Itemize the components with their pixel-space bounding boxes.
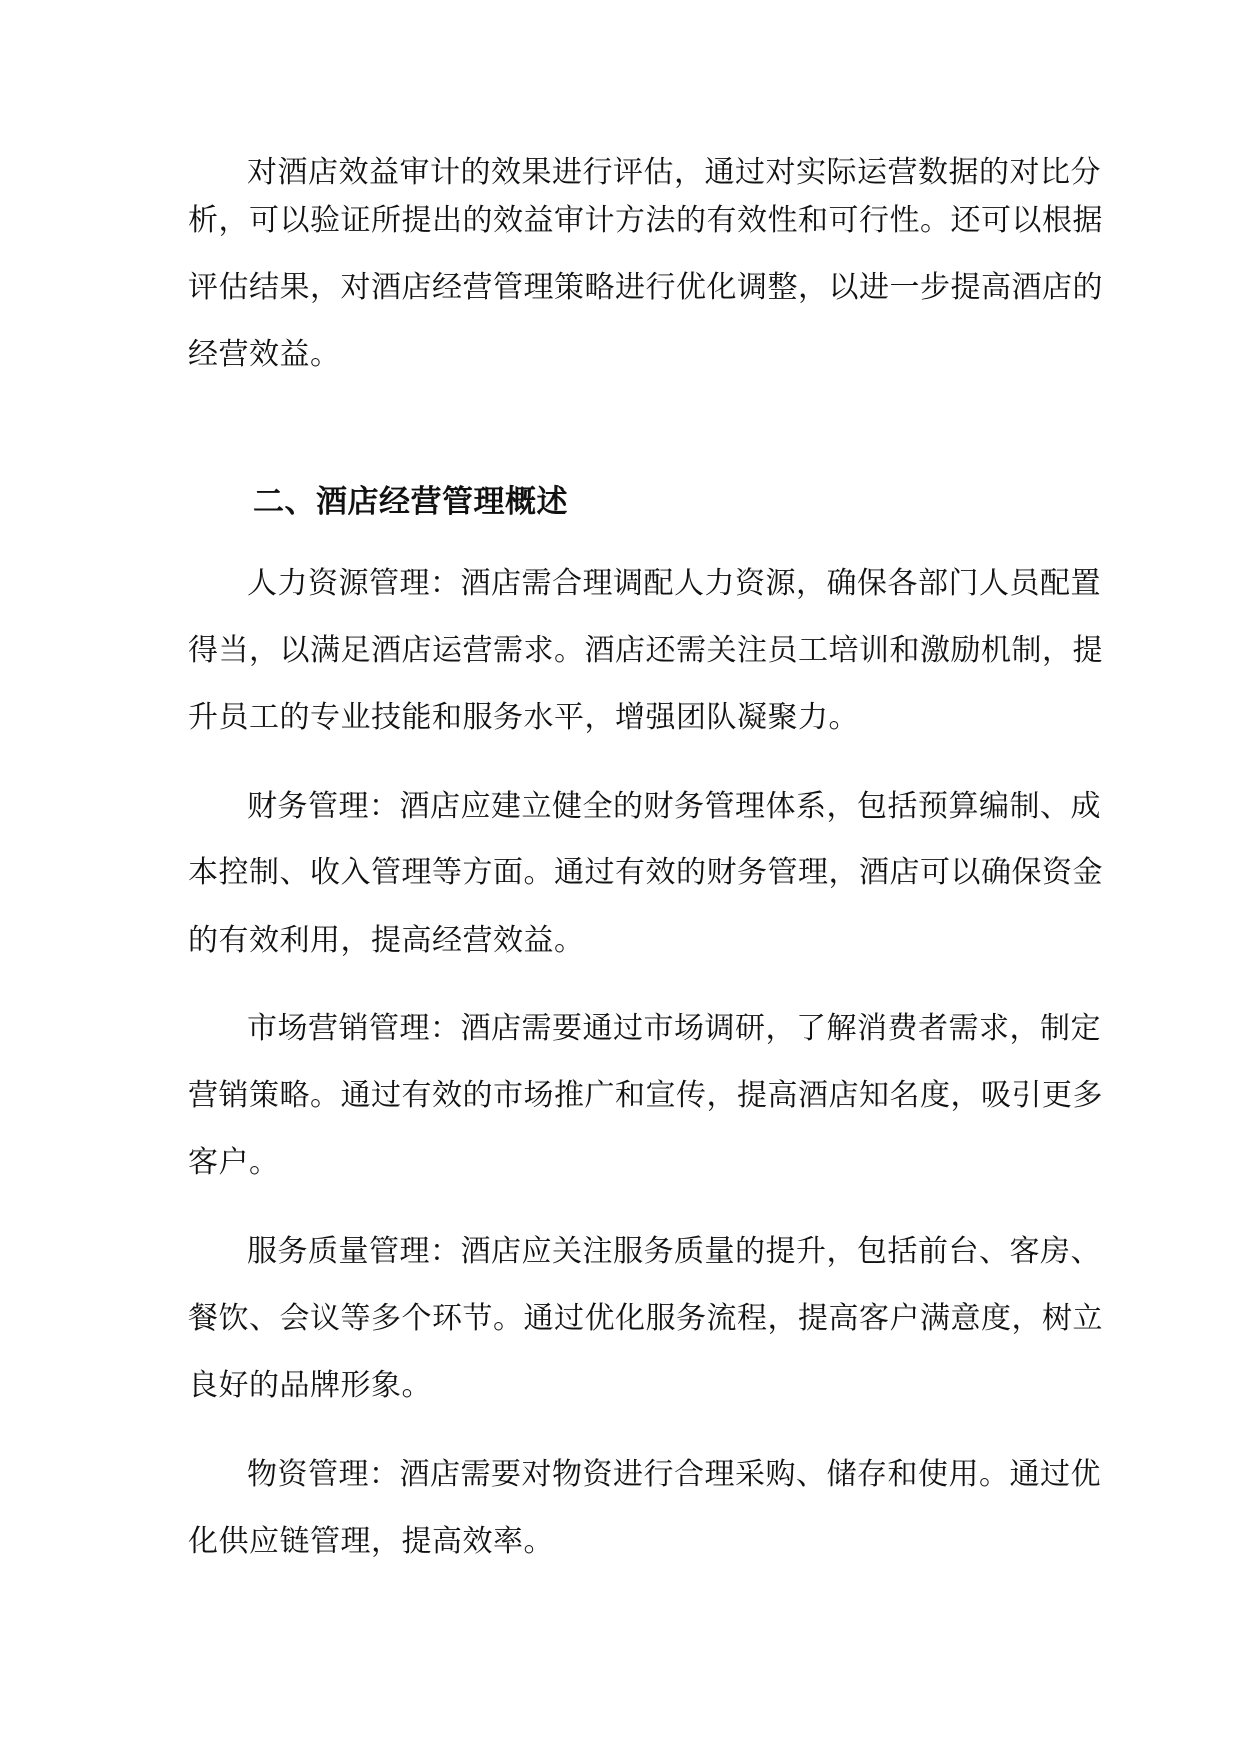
- paragraph-4-line-2: 营销策略。通过有效的市场推广和宣传，提高酒店知名度，吸引更多: [188, 1078, 1103, 1113]
- paragraph-1-line-4: 经营效益。: [188, 337, 341, 372]
- paragraph-6-line-1: 物资管理：酒店需要对物资进行合理采购、储存和使用。通过优: [247, 1457, 1101, 1492]
- paragraph-5-line-1: 服务质量管理：酒店应关注服务质量的提升，包括前台、客房、: [247, 1234, 1101, 1269]
- paragraph-6-line-2: 化供应链管理，提高效率。: [188, 1524, 554, 1559]
- paragraph-5-line-3: 良好的品牌形象。: [188, 1368, 432, 1403]
- paragraph-3-line-1: 财务管理：酒店应建立健全的财务管理体系，包括预算编制、成: [247, 789, 1101, 824]
- paragraph-1-line-3: 评估结果，对酒店经营管理策略进行优化调整，以进一步提高酒店的: [188, 270, 1103, 305]
- paragraph-3-line-3: 的有效利用，提高经营效益。: [188, 923, 585, 958]
- paragraph-2-line-1: 人力资源管理：酒店需合理调配人力资源，确保各部门人员配置: [247, 566, 1101, 601]
- paragraph-3-line-2: 本控制、收入管理等方面。通过有效的财务管理，酒店可以确保资金: [188, 855, 1103, 890]
- paragraph-1-line-2: 析，可以验证所提出的效益审计方法的有效性和可行性。还可以根据: [188, 203, 1103, 238]
- paragraph-1-line-1: 对酒店效益审计的效果进行评估，通过对实际运营数据的对比分: [247, 155, 1101, 190]
- paragraph-2-line-3: 升员工的专业技能和服务水平，增强团队凝聚力。: [188, 700, 859, 735]
- paragraph-2-line-2: 得当，以满足酒店运营需求。酒店还需关注员工培训和激励机制，提: [188, 633, 1103, 668]
- section-heading: 二、酒店经营管理概述: [253, 484, 568, 520]
- paragraph-5-line-2: 餐饮、会议等多个环节。通过优化服务流程，提高客户满意度，树立: [188, 1301, 1103, 1336]
- paragraph-4-line-1: 市场营销管理：酒店需要通过市场调研，了解消费者需求，制定: [247, 1011, 1101, 1046]
- paragraph-4-line-3: 客户。: [188, 1145, 280, 1180]
